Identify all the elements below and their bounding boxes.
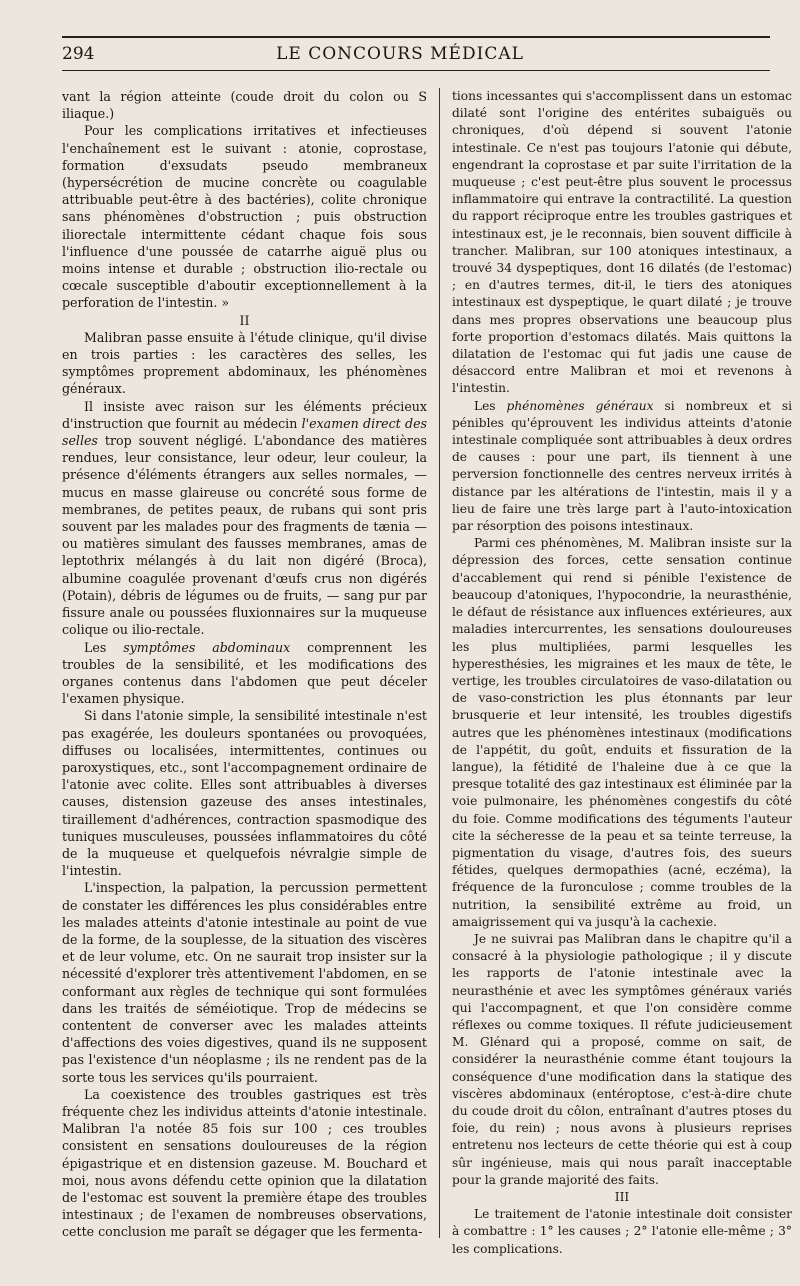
- paragraph: Si dans l'atonie simple, la sensibilité intestinale n'est pas exagérée, les douleurs spontanées ou provoquées, diffuses ou localisées, intermittentes, continues ou paroxystiques, etc., sont l'accompagnement ordinaire de l'atonie avec colite. Elles sont attribuables à diverses causes, distension gazeuse des anses intestinales, tiraillement d'adhérences, contraction spasmodique des tuniques musculeuses, poussées inflammatoires du côté de la muqueuse et quelquefois névralgie simple de l'intestin.: [62, 708, 427, 879]
- paragraph: Parmi ces phénomènes, M. Malibran insiste sur la dépression des forces, cette sensation continue d'accablement qui rend si pénible l'existence de beaucoup d'atoniques, l'hypocondrie, la neurasthénie, le défaut de résistance aux influences extérieures, aux maladies intercurrentes, les sensations douloureuses les plus multipliées, parmi lesquelles les hyperesthésies, les migraines et les maux de tête, le vertige, les troubles circulatoires de vaso-dilatation ou de vaso-constriction les plus étonnants par leur brusquerie et leur intensité, les troubles digestifs autres que les phénomènes intestinaux (modifications de l'appétit, du goût, enduits et fissuration de la langue), la fétidité de l'haleine due à ce que la presque totalité des gaz intestinaux est éliminée par la voie pulmonaire, les phénomènes congestifs du côté du foie. Comme modifications des téguments l'auteur cite la sécheresse de la peau et sa teinte terreuse, la pigmentation du visage, d'autres fois, des sueurs fétides, quelques dermopathies (acné, eczéma), la fréquence de la furonculose ; comme troubles de la nutrition, la sensibilité extrême au froid, un amaigrissement qui va jusqu'à la cachexie.: [452, 536, 792, 929]
- text-run: Les: [474, 398, 507, 413]
- paragraph: Pour les complications irritatives et infectieuses l'enchaînement est le suivant : atonie, coprostase, formation d'exsudats pseudo membraneux (hypersécrétion de mucine concrète ou coagulable attribuable peut-être à des bactéries), colite chronique sans phénomènes d'obstruction ; puis obstruction iliorectale intermittente cédant chaque fois sous l'influence d'une poussée de catarrhe aiguë plus ou moins intense et durable ; obstruction ilio-rectale ou cœcale susceptible d'aboutir exceptionnellement à la perforation de l'intestin. »: [62, 123, 427, 311]
- column-divider: [439, 88, 440, 1238]
- paragraph: [62, 639, 427, 708]
- text-run: trop souvent négligé. L'abondance des matières rendues, leur consistance, leur odeur, leur couleur, la présence d'éléments étrangers aux selles normales, — mucus en masse glaireuse ou concrété sous forme de membranes, de petites peaux, de rubans qui sont pris souvent par les malades pour des fragments de tænia — ou matières simulant des fausses membranes, amas de leptothrix mélangés à du lait non digéré (Broca), albumine coagulée provenant d'œufs crus non digérés (Potain), débris de légumes ou de fruits, — sang pur par fissure anale ou poussées fluxionnaires sur la muqueuse colique ou ilio-rectale.: [62, 433, 427, 638]
- page-number: 294: [62, 44, 95, 64]
- text-run: Il insiste avec raison sur les éléments précieux d'instruction que fournit au médecin: [62, 398, 427, 431]
- section-heading: II: [239, 312, 250, 328]
- left-column: [62, 88, 427, 1241]
- paragraph: [452, 398, 792, 536]
- text-run: si nombreux et si pénibles qu'éprouvent les individus atteints d'atonie intestinale compliquée sont attribuables à deux ordres de causes : pour une part, ils tiennent à une perversion fonctionnelle des centres nerveux irrités à distance par les altérations de l'intestin, mais il y a lieu de faire une très large part à l'auto-intoxication par résorption des poisons intestinaux.: [452, 398, 793, 534]
- italic-phrase: phénomènes généraux: [506, 398, 654, 413]
- paragraph: Le traitement de l'atonie intestinale doit consister à combattre : 1° les causes ; 2° l'atonie elle-même ; 3° les complications.: [452, 1207, 792, 1256]
- italic-phrase: l'examen direct des selles: [62, 415, 427, 449]
- paragraph: Je ne suivrai pas Malibran dans le chapitre qu'il a consacré à la physiologie pathologique ; il y discute les rapports de l'atonie intestinale avec la neurasthénie et avec les symptômes généraux variés qui l'accompagnent, et que l'on considère comme réflexes ou comme toxiques. Il réfute judicieusement M. Glénard qui a proposé, comme on sait, de considérer la neurasthénie comme étant toujours la conséquence d'une modification dans la statique des viscères abdominaux (entéroptose, c'est-à-dire chute du coude droit du côlon, entraînant d'autres ptoses du foie, du rein) ; nous avons à plusieurs reprises entretenu nos lecteurs de cette théorie qui est à coup sûr ingénieuse, mais qui nous paraît inacceptable pour la grande majorité des faits.: [452, 931, 792, 1187]
- right-column: [452, 88, 792, 1258]
- paragraph: L'inspection, la palpation, la percussion permettent de constater les différences les plus considérables entre les malades atteints d'atonie intestinale au point de vue de la forme, de la souplesse, de la situation des viscères et de leur volume, etc. On ne saurait trop insister sur la nécessité d'explorer très attentivement l'abdomen, en se conformant aux règles de technique qui sont formulées dans les traités de séméiotique. Trop de médecins se contentent de converser avec les malades atteints d'affections des voies digestives, quand ils ne supposent pas l'existence d'un néoplasme ; ils ne rendent pas de la sorte tous les services qu'ils pourraient.: [62, 880, 427, 1085]
- paragraph: vant la région atteinte (coude droit du colon ou S iliaque.): [62, 89, 427, 122]
- section-heading: III: [614, 1190, 630, 1204]
- paragraph: [62, 398, 427, 639]
- paragraph: La coexistence des troubles gastriques est très fréquente chez les individus atteints d'atonie intestinale. Malibran l'a notée 85 fois sur 100 ; ces troubles consistent en sensations douloureuses de la région épigastrique et en distension gazeuse. M. Bouchard et moi, nous avons défendu cette opinion que la dilatation de l'estomac est souvent la première étape des troubles intestinaux ; de l'examen de nombreuses observations, cette conclusion me paraît se dégager que les fermenta-: [62, 1086, 427, 1240]
- paragraph: Malibran passe ensuite à l'étude clinique, qu'il divise en trois parties : les caractères des selles, les symptômes proprement abdominaux, les phénomènes généraux.: [62, 329, 427, 397]
- paragraph: tions incessantes qui s'accomplissent dans un estomac dilaté sont l'origine des entérites subaiguës ou chroniques, d'où dépend si souvent l'atonie intestinale. Ce n'est pas toujours l'atonie qui débute, engendrant la coprostase et par suite l'irritation de la muqueuse ; c'est peut-être plus souvent le processus inflammatoire qui entrave la contractilité. La question du rapport réciproque entre les troubles gastriques et intestinaux est, je le reconnais, bien souvent difficile à trancher. Malibran, sur 100 atoniques intestinaux, a trouvé 34 dyspeptiques, dont 16 dilatés (de l'estomac) ; en d'autres termes, dit-il, le tiers des atoniques intestinaux est dyspeptique, le quart dilaté ; je trouve dans mes propres observations une beaucoup plus forte proportion d'estomacs dilatés. Mais quittons la dilatation de l'estomac qui fut jadis une cause de désaccord entre Malibran et moi et revenons à l'intestin.: [452, 89, 792, 396]
- text-run: comprennent les troubles de la sensibilité, et les modifications des organes contenus dans l'abdomen que peut déceler l'examen physique.: [62, 639, 427, 707]
- text-run: Les: [84, 639, 124, 655]
- italic-phrase: symptômes abdominaux: [123, 639, 291, 655]
- top-rule: [62, 36, 770, 38]
- header-rule: [62, 70, 770, 71]
- journal-title: LE CONCOURS MÉDICAL: [276, 44, 524, 64]
